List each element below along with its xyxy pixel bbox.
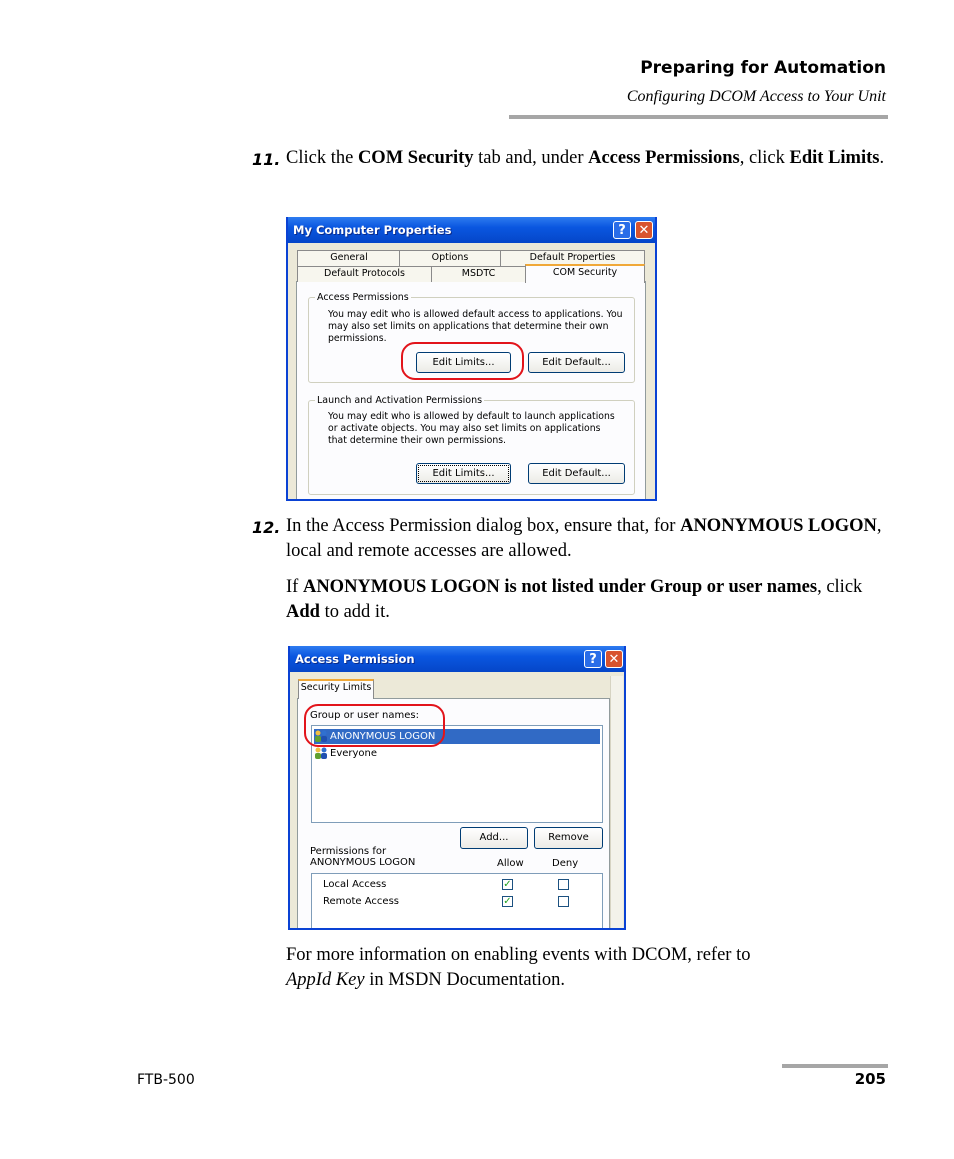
tab-default-protocols[interactable]: Default Protocols [297,266,432,282]
permissions-list [311,873,603,930]
tab-com-security[interactable]: COM Security [525,264,645,283]
dialog-title: My Computer Properties [293,223,452,237]
step-11-number: 11. [252,150,281,169]
tab-options[interactable]: Options [399,250,501,266]
header-rule [509,115,888,119]
list-item-everyone[interactable]: Everyone [314,746,600,761]
remove-button[interactable]: Remove [534,827,603,849]
launch-edit-limits-button[interactable]: Edit Limits... [416,463,511,484]
remote-access-allow-checkbox[interactable]: ✓ [503,896,512,907]
closing-line-1: For more information on enabling events with DCOM, refer to [286,945,751,965]
help-icon[interactable]: ? [613,221,631,239]
dialog-scrollbar[interactable] [610,676,623,928]
deny-column-header: Deny [552,858,579,869]
close-icon[interactable]: ✕ [635,221,653,239]
dialog-titlebar [288,217,655,243]
local-access-allow-checkbox[interactable]: ✓ [503,879,512,890]
tab-general[interactable]: General [297,250,401,266]
group-or-user-names-label: Group or user names: [310,710,419,721]
permissions-for-label: Permissions for ANONYMOUS LOGON [310,846,416,868]
local-access-deny-checkbox[interactable] [558,879,569,890]
users-icon [314,747,328,759]
running-header-title: Preparing for Automation [640,58,886,78]
access-permissions-label: Access Permissions [317,292,409,303]
help-icon[interactable]: ? [584,650,602,668]
launch-activation-description: You may edit who is allowed by default to launch applications or activate objects. You may also set limits on applications that determine their own permissions. [328,411,615,446]
running-header-subtitle: Configuring DCOM Access to Your Unit [626,88,886,105]
step-12-text: In the Access Permission dialog box, ensure that, for ANONYMOUS LOGON, local and remote accesses are allowed. [286,516,882,561]
my-computer-properties-dialog [286,217,657,501]
step-12-number: 12. [252,518,281,537]
edit-limits-button[interactable]: Edit Limits... [416,352,511,373]
remote-access-deny-checkbox[interactable] [558,896,569,907]
access-permission-dialog [288,646,626,930]
step-12-note: If ANONYMOUS LOGON is not listed under Group or user names, click Add to add it. [286,577,863,622]
dialog-titlebar [290,646,624,672]
permission-remote-access: Remote Access [323,896,399,907]
closing-line-2: AppId Key in MSDN Documentation. [286,970,566,990]
list-item-anonymous-logon[interactable]: ANONYMOUS LOGON [314,729,600,744]
tab-msdtc[interactable]: MSDTC [431,266,526,282]
allow-column-header: Allow [497,858,524,869]
launch-activation-label: Launch and Activation Permissions [317,395,483,406]
tab-security-limits[interactable]: Security Limits [298,679,374,699]
tab-default-properties[interactable]: Default Properties [500,250,645,266]
step-11-text: Click the COM Security tab and, under Access Permissions, click Edit Limits. [286,148,885,168]
edit-default-button[interactable]: Edit Default... [528,352,625,373]
add-button[interactable]: Add... [460,827,528,849]
access-permissions-description: You may edit who is allowed default access to applications. You may also set limits on applications that determine their own permissions. [328,309,623,344]
dialog-title: Access Permission [295,652,415,666]
permission-local-access: Local Access [323,879,387,890]
highlight-circle [304,704,445,747]
launch-edit-default-button[interactable]: Edit Default... [528,463,625,484]
footer-rule [782,1064,888,1068]
page-number: 205 [854,1070,886,1088]
close-icon[interactable]: ✕ [605,650,623,668]
footer-product: FTB-500 [137,1072,195,1088]
highlight-circle [401,342,524,380]
